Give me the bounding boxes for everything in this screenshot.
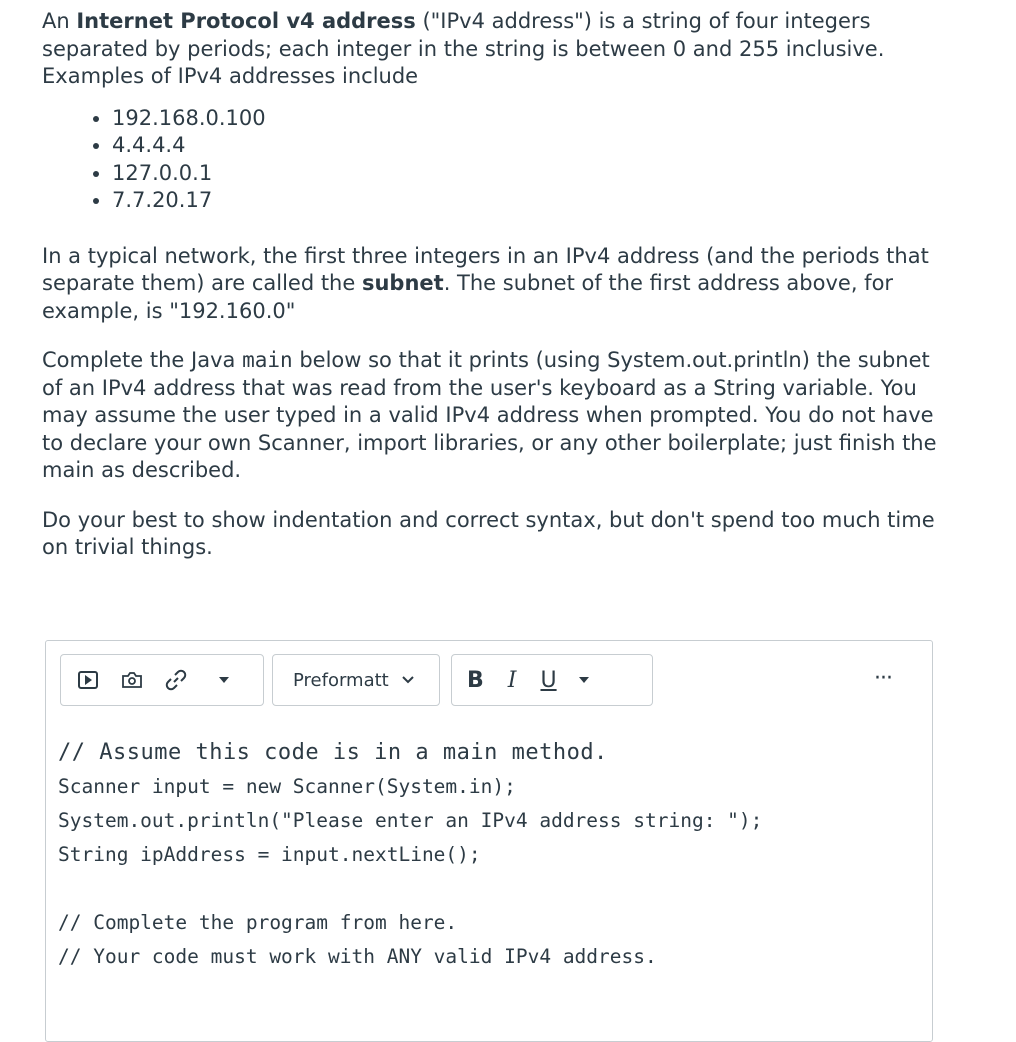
main-code-term: main bbox=[242, 348, 293, 372]
chevron-down-icon[interactable] bbox=[577, 665, 591, 695]
subnet-text-rest: . The subnet of the first address above, for example, is "192.160.0" bbox=[42, 271, 894, 323]
list-item: • 4.4.4.4 bbox=[112, 132, 942, 160]
media-icon[interactable] bbox=[75, 665, 101, 695]
chevron-down-icon bbox=[401, 665, 415, 695]
question-text bbox=[42, 8, 942, 562]
instructions-text-rest: below so that it prints (using System.out.println) the subnet of an IPv4 address that was read from the user's keyboard as a String variable. You may assume the user typed in a valid IPv4 address when prompted. You do not have to declare your own Scanner, import libraries, or any other boilerplate; just finish the main as described. bbox=[42, 348, 937, 482]
text-style-group bbox=[451, 654, 653, 706]
answer-editor[interactable] bbox=[45, 640, 933, 1042]
intro-text-rest: ("IPv4 address") is a string of four integers separated by periods; each integer in the string is between 0 and 255 inclusive. Examples of IPv4 addresses include bbox=[42, 9, 885, 88]
subnet-paragraph bbox=[42, 243, 942, 326]
list-item: • 7.7.20.17 bbox=[112, 187, 942, 215]
chevron-down-icon[interactable] bbox=[211, 665, 237, 695]
format-select[interactable] bbox=[272, 654, 440, 706]
intro-paragraph bbox=[42, 8, 942, 91]
bold-button[interactable]: B bbox=[467, 667, 484, 693]
instructions-text: Complete the Java bbox=[42, 348, 243, 372]
blank-line bbox=[58, 872, 762, 906]
list-item: • 192.168.0.100 bbox=[112, 105, 942, 133]
list-item: • 127.0.0.1 bbox=[112, 160, 942, 188]
code-line: // Complete the program from here. bbox=[58, 911, 458, 934]
subnet-text: In a typical network, the first three integers in an IPv4 address (and the periods that separate them) are called the bbox=[42, 243, 929, 295]
editor-content[interactable] bbox=[58, 736, 762, 974]
more-options-button[interactable]: ··· bbox=[874, 666, 892, 691]
code-line: String ipAddress = input.nextLine(); bbox=[58, 843, 481, 866]
examples-list bbox=[42, 105, 942, 215]
image-icon[interactable] bbox=[119, 665, 145, 695]
instructions-paragraph bbox=[42, 347, 942, 485]
advice-paragraph: Do your best to show indentation and correct syntax, but don't spend too much time on trivial things. bbox=[42, 507, 935, 559]
code-line: Scanner input = new Scanner(System.in); bbox=[58, 775, 516, 798]
insert-group bbox=[60, 654, 264, 706]
editor-toolbar bbox=[60, 654, 920, 706]
code-line: // Assume this code is in a main method. bbox=[58, 740, 608, 765]
underline-button[interactable]: U bbox=[540, 667, 557, 693]
link-icon[interactable] bbox=[163, 665, 189, 695]
italic-button[interactable]: I bbox=[507, 667, 517, 693]
intro-text: An bbox=[42, 9, 77, 33]
format-select-label: Preformatt bbox=[293, 669, 389, 691]
ipv4-term: Internet Protocol v4 address bbox=[76, 9, 416, 33]
code-line: System.out.println("Please enter an IPv4 address string: "); bbox=[58, 809, 763, 832]
subnet-term: subnet bbox=[361, 271, 444, 295]
code-line: // Your code must work with ANY valid IPv4 address. bbox=[58, 945, 657, 968]
